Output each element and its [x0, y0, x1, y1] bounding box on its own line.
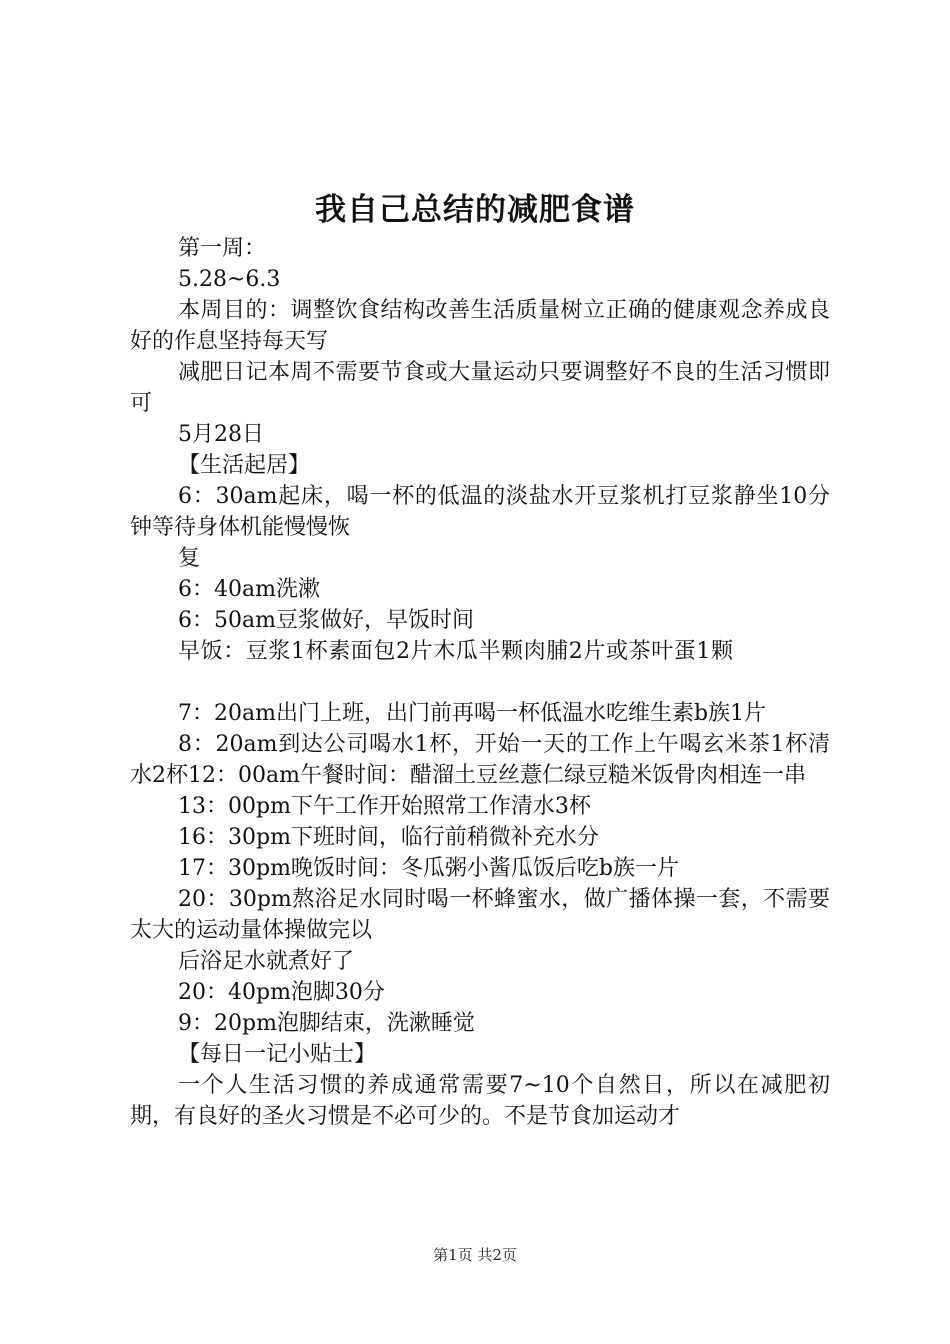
paragraph-day-date: 5月28日: [178, 422, 264, 447]
paragraph-evening-exercise-continued: 后浴足水就煮好了: [178, 949, 355, 974]
page-footer: 第1页 共2页: [433, 1246, 517, 1264]
section-heading-daily-routine: 【生活起居】: [178, 453, 311, 478]
paragraph-bedtime: 9：20pm泡脚结束，洗漱睡觉: [178, 1011, 475, 1036]
paragraph-week-label: 第一周：: [178, 236, 267, 261]
paragraph-diary-note: 减肥日记本周不需要节食或大量运动只要调整好不良的生活习惯即可: [130, 360, 830, 416]
paragraph-foot-soak: 20：40pm泡脚30分: [178, 980, 385, 1005]
section-heading-daily-tips: 【每日一记小贴士】: [178, 1042, 377, 1067]
paragraph-dinner: 17：30pm晚饭时间：冬瓜粥小酱瓜饭后吃b族一片: [178, 856, 680, 881]
paragraph-wash-up: 6：40am洗漱: [178, 577, 320, 602]
document-body: [130, 233, 830, 1132]
paragraph-tip-text: 一个人生活习惯的养成通常需要7~10个自然日，所以在减肥初期，有良好的圣火习惯是不必可少的。不是节食加运动才: [130, 1073, 830, 1129]
paragraph-afternoon-work: 13：00pm下午工作开始照常工作清水3杯: [178, 794, 591, 819]
paragraph-week-goal: 本周目的：调整饮食结构改善生活质量树立正确的健康观念养成良好的作息坚持每天写: [130, 298, 830, 354]
document-title: 我自己总结的减肥食谱: [315, 192, 635, 228]
paragraph-morning-work-lunch: 8：20am到达公司喝水1杯，开始一天的工作上午喝玄米茶1杯清水2杯12：00am午餐时间：醋溜土豆丝薏仁绿豆糙米饭骨肉相连一串: [130, 732, 830, 788]
paragraph-off-work: 16：30pm下班时间，临行前稍微补充水分: [178, 825, 599, 850]
paragraph-breakfast-time: 6：50am豆浆做好，早饭时间: [178, 608, 474, 633]
paragraph-date-range: 5.28~6.3: [178, 267, 281, 292]
paragraph-wake-up: 6：30am起床，喝一杯的低温的淡盐水开豆浆机打豆浆静坐10分钟等待身体机能慢慢恢: [130, 484, 830, 540]
paragraph-breakfast-menu: 早饭：豆浆1杯素面包2片木瓜半颗肉脯2片或茶叶蛋1颗: [178, 639, 734, 664]
paragraph-evening-exercise: 20：30pm熬浴足水同时喝一杯蜂蜜水，做广播体操一套，不需要太大的运动量体操做完以: [130, 887, 830, 943]
blank-line: [130, 667, 830, 698]
paragraph-wake-up-continued: 复: [178, 546, 201, 571]
paragraph-commute: 7：20am出门上班，出门前再喝一杯低温水吃维生素b族1片: [178, 701, 767, 726]
